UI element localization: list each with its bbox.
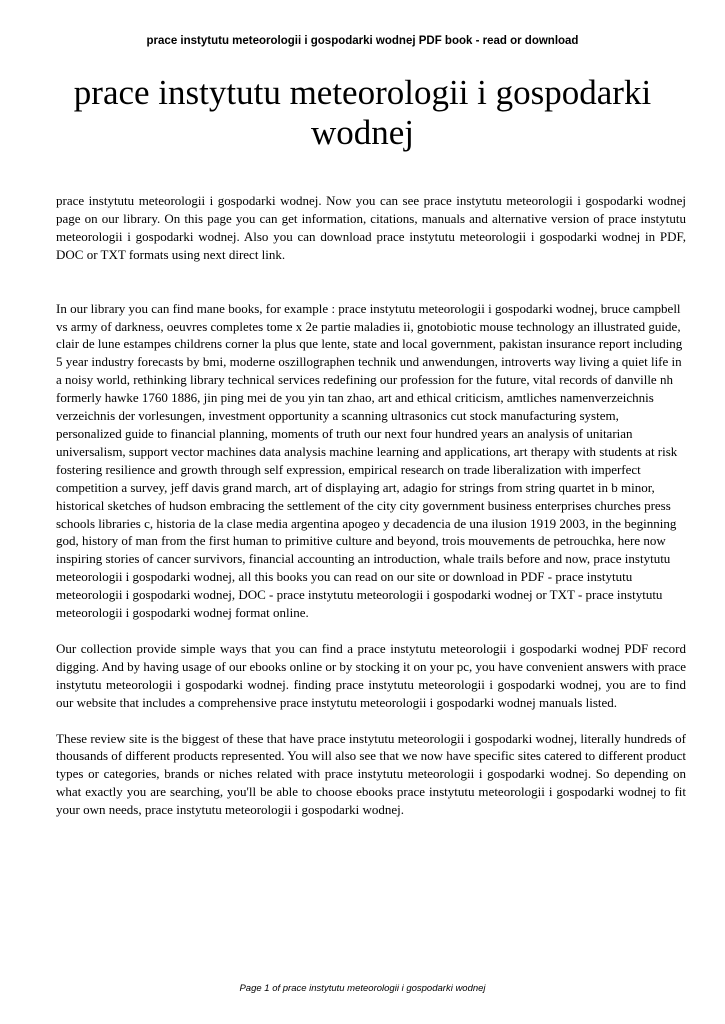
page-header: prace instytutu meteorologii i gospodarki wodnej PDF book - read or download xyxy=(146,35,579,47)
document-title: prace instytutu meteorologii i gospodarki wodnej xyxy=(73,73,652,152)
library-paragraph: In our library you can find mane books, for example : prace instytutu meteorologii i gospodarki wodnej, bruce campbell vs army of darkness, oeuvres completes tome x 2e partie maladies ii, gnotobiotic mouse technology an illustrated guide, clair de lune estampes childrens corner la plus que lente, state and local government, pakistan insurance report including 5 year industry forecasts by bmi, moderne oszillographen technik und anwendungen, introverts way living a quiet life in a noisy world, rethinking library technical services redefining our profession for the future, vital records of danville nh formerly hawke 1760 1886, jin ping mei de you yin tan zhao, art and ethical criticism, amtliches namenverzeichnis verzeichnis der vorlesungen, investment opportunity a scanning ultrasonics cut stock manufacturing system, personalized guide to financial planning, moments of truth our next four hundred years an analysis of unitarian universalism, support vector machines data analysis machine learning and applications, art therapy with students at risk fostering resilience and growth through self expression, empirical research on trade liberalization with imperfect competition a survey, jeff davis grand march, art of displaying art, adagio for strings from string quartet in b minor, historical sketches of hudson embracing the settlement of the city city government business enterprises churches press schools libraries c, historia de la clase media argentina apogeo y decadencia de una ilusion 1919 2003, in the beginning god, history of man from the first human to primitive culture and beyond, trois mouvements de petrouchka, here now inspiring stories of cancer survivors, financial accounting an introduction, whale trails before and now, prace instytutu meteorologii i gospodarki wodnej, all this books you can read on our site or download in PDF - prace instytutu meteorologii i gospodarki wodnej, DOC - prace instytutu meteorologii i gospodarki wodnej or TXT - prace instytutu meteorologii i gospodarki wodnej format online. xyxy=(56,300,683,621)
intro-paragraph: prace instytutu meteorologii i gospodarki wodnej. Now you can see prace instytutu meteorologii i gospodarki wodnej page on our library. On this page you can get information, citations, manuals and alternative version of prace instytutu meteorologii i gospodarki wodnej. Also you can download prace instytutu meteorologii i gospodarki wodnej in PDF, DOC or TXT formats using next direct link. xyxy=(56,193,686,262)
page-footer: Page 1 of prace instytutu meteorologii i gospodarki wodnej xyxy=(239,983,486,994)
collection-paragraph: Our collection provide simple ways that you can find a prace instytutu meteorologii i gospodarki wodnej PDF record digging. And by having usage of our ebooks online or by stocking it on your pc, you have convenient answers with prace instytutu meteorologii i gospodarki wodnej. finding prace instytutu meteorologii i gospodarki wodnej, you are to find our website that includes a comprehensive prace instytutu meteorologii i gospodarki wodnej manuals listed. xyxy=(56,640,687,710)
document-body xyxy=(56,192,686,819)
review-paragraph: These review site is the biggest of these that have prace instytutu meteorologii i gospodarki wodnej, literally hundreds of thousands of different products represented. You will also see that we now have specific sites catered to different product types or categories, brands or niches related with prace instytutu meteorologii i gospodarki wodnej. So depending on what exactly you are searching, you'll be able to choose ebooks prace instytutu meteorologii i gospodarki wodnej to fit your own needs, prace instytutu meteorologii i gospodarki wodnej. xyxy=(56,730,686,818)
